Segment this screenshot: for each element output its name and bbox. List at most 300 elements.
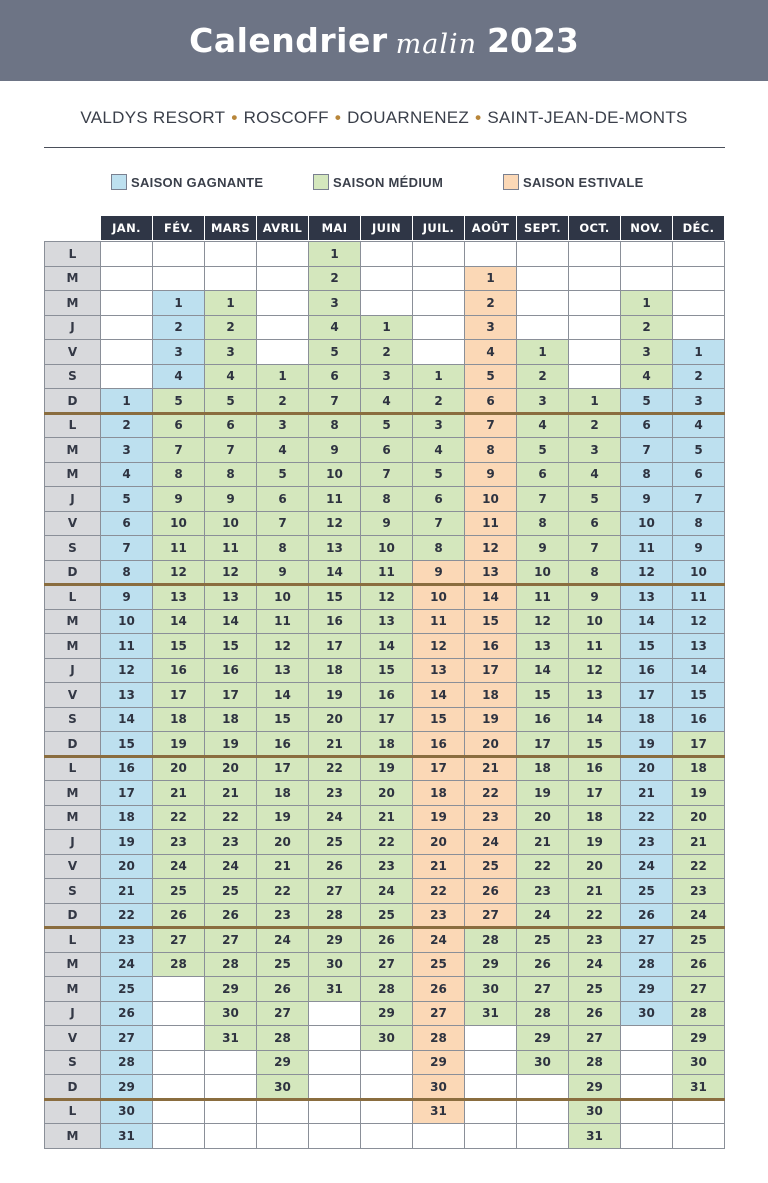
day-cell: 1	[672, 339, 725, 365]
day-cell: 2	[620, 315, 673, 341]
weekday-label: M	[44, 290, 101, 316]
day-cell	[412, 315, 465, 341]
day-cell: 10	[100, 609, 153, 635]
day-cell: 29	[100, 1074, 153, 1100]
day-cell: 30	[672, 1050, 725, 1076]
day-cell: 29	[204, 976, 257, 1002]
day-cell: 15	[360, 658, 413, 684]
day-cell: 13	[100, 682, 153, 708]
day-cell: 19	[204, 731, 257, 757]
day-cell: 14	[152, 609, 205, 635]
day-cell: 7	[204, 437, 257, 463]
weekday-label: L	[44, 756, 101, 782]
day-cell: 26	[412, 976, 465, 1002]
day-cell: 28	[204, 952, 257, 978]
day-cell: 13	[256, 658, 309, 684]
day-cell: 14	[464, 584, 517, 610]
day-cell: 15	[204, 633, 257, 659]
weekday-label: J	[44, 829, 101, 855]
weekday-label: L	[44, 927, 101, 953]
title-left: Calendrier	[189, 21, 388, 60]
day-cell: 8	[516, 511, 569, 537]
day-cell: 13	[152, 584, 205, 610]
day-cell: 19	[100, 829, 153, 855]
day-cell	[308, 1123, 361, 1149]
day-cell: 22	[672, 854, 725, 880]
day-cell: 23	[568, 927, 621, 953]
day-cell: 14	[672, 658, 725, 684]
day-cell: 18	[672, 756, 725, 782]
day-cell: 29	[360, 1001, 413, 1027]
weekday-label: D	[44, 1074, 101, 1100]
day-cell	[464, 1050, 517, 1076]
day-cell: 24	[308, 805, 361, 831]
day-cell: 11	[620, 535, 673, 561]
day-cell	[256, 290, 309, 316]
day-cell: 15	[516, 682, 569, 708]
resort-separator: •	[231, 108, 238, 127]
day-cell: 12	[152, 560, 205, 586]
day-cell: 16	[204, 658, 257, 684]
week-separator	[44, 1098, 725, 1101]
day-cell	[620, 1025, 673, 1051]
weekday-label: S	[44, 878, 101, 904]
month-header: JAN.	[101, 216, 152, 240]
month-header: NOV.	[621, 216, 672, 240]
day-cell	[568, 266, 621, 292]
day-cell: 4	[100, 462, 153, 488]
day-cell: 31	[412, 1099, 465, 1125]
day-cell	[308, 1025, 361, 1051]
weekday-label: V	[44, 854, 101, 880]
weekday-label: V	[44, 511, 101, 537]
day-cell: 13	[412, 658, 465, 684]
day-cell	[204, 1099, 257, 1125]
day-cell: 5	[620, 388, 673, 414]
day-cell: 25	[204, 878, 257, 904]
weekday-label: M	[44, 633, 101, 659]
day-cell: 6	[256, 486, 309, 512]
day-cell: 5	[464, 364, 517, 390]
day-cell: 20	[412, 829, 465, 855]
day-cell: 6	[412, 486, 465, 512]
title-year: 2023	[487, 21, 579, 60]
weekday-label: M	[44, 266, 101, 292]
day-cell: 19	[360, 756, 413, 782]
day-cell: 12	[100, 658, 153, 684]
day-cell: 20	[360, 780, 413, 806]
day-cell	[360, 241, 413, 267]
day-cell: 6	[100, 511, 153, 537]
day-cell: 9	[516, 535, 569, 561]
day-cell	[360, 290, 413, 316]
day-cell: 2	[672, 364, 725, 390]
day-cell: 11	[464, 511, 517, 537]
day-cell: 20	[620, 756, 673, 782]
day-cell: 11	[516, 584, 569, 610]
day-cell: 1	[256, 364, 309, 390]
day-cell: 11	[256, 609, 309, 635]
day-cell	[516, 241, 569, 267]
day-cell: 26	[516, 952, 569, 978]
weekday-label: L	[44, 584, 101, 610]
day-cell: 29	[620, 976, 673, 1002]
day-cell: 17	[100, 780, 153, 806]
day-cell: 11	[152, 535, 205, 561]
day-cell	[256, 315, 309, 341]
day-cell: 24	[568, 952, 621, 978]
day-cell: 4	[464, 339, 517, 365]
day-cell: 14	[308, 560, 361, 586]
day-cell	[152, 1074, 205, 1100]
month-header: AOÛT	[465, 216, 516, 240]
day-cell: 1	[412, 364, 465, 390]
day-cell: 24	[516, 903, 569, 929]
day-cell: 4	[308, 315, 361, 341]
day-cell: 16	[620, 658, 673, 684]
day-cell: 1	[204, 290, 257, 316]
day-cell: 27	[308, 878, 361, 904]
day-cell: 25	[620, 878, 673, 904]
day-cell	[256, 339, 309, 365]
day-cell: 14	[516, 658, 569, 684]
day-cell: 12	[360, 584, 413, 610]
day-cell: 28	[152, 952, 205, 978]
day-cell: 27	[204, 927, 257, 953]
day-cell	[568, 339, 621, 365]
day-cell: 1	[516, 339, 569, 365]
day-cell: 27	[360, 952, 413, 978]
day-cell: 19	[256, 805, 309, 831]
day-cell: 24	[100, 952, 153, 978]
day-cell	[672, 315, 725, 341]
day-cell: 23	[152, 829, 205, 855]
weekday-label: M	[44, 437, 101, 463]
day-cell: 18	[360, 731, 413, 757]
day-cell: 31	[464, 1001, 517, 1027]
day-cell	[256, 241, 309, 267]
day-cell: 19	[308, 682, 361, 708]
month-header: AVRIL	[257, 216, 308, 240]
day-cell: 8	[620, 462, 673, 488]
weekday-label: M	[44, 780, 101, 806]
day-cell: 11	[672, 584, 725, 610]
day-cell	[152, 1025, 205, 1051]
legend-label: SAISON GAGNANTE	[131, 174, 264, 190]
day-cell: 5	[516, 437, 569, 463]
day-cell: 10	[360, 535, 413, 561]
weekday-label: M	[44, 462, 101, 488]
day-cell: 5	[568, 486, 621, 512]
day-cell: 23	[256, 903, 309, 929]
day-cell: 18	[620, 707, 673, 733]
day-cell: 20	[464, 731, 517, 757]
day-cell: 28	[568, 1050, 621, 1076]
day-cell: 5	[308, 339, 361, 365]
day-cell: 6	[308, 364, 361, 390]
day-cell: 6	[464, 388, 517, 414]
day-cell: 16	[568, 756, 621, 782]
day-cell: 16	[360, 682, 413, 708]
day-cell: 26	[308, 854, 361, 880]
day-cell: 28	[464, 927, 517, 953]
day-cell: 26	[152, 903, 205, 929]
day-cell: 15	[152, 633, 205, 659]
day-cell: 16	[464, 633, 517, 659]
day-cell: 7	[256, 511, 309, 537]
weekday-label: M	[44, 976, 101, 1002]
title-script: malin	[395, 29, 478, 60]
day-cell	[360, 1099, 413, 1125]
day-cell	[152, 241, 205, 267]
day-cell: 3	[256, 413, 309, 439]
month-header: DÉC.	[673, 216, 724, 240]
day-cell: 21	[256, 854, 309, 880]
day-cell: 21	[360, 805, 413, 831]
day-cell: 17	[672, 731, 725, 757]
day-cell: 14	[568, 707, 621, 733]
day-cell: 2	[100, 413, 153, 439]
day-cell	[464, 1025, 517, 1051]
day-cell: 12	[620, 560, 673, 586]
day-cell: 26	[204, 903, 257, 929]
day-cell	[152, 1123, 205, 1149]
month-header: FÉV.	[153, 216, 204, 240]
day-cell: 27	[256, 1001, 309, 1027]
day-cell: 22	[516, 854, 569, 880]
day-cell: 29	[568, 1074, 621, 1100]
day-cell: 6	[620, 413, 673, 439]
day-cell	[308, 1001, 361, 1027]
day-cell: 22	[568, 903, 621, 929]
day-cell: 19	[620, 731, 673, 757]
day-cell: 17	[464, 658, 517, 684]
day-cell: 17	[204, 682, 257, 708]
day-cell: 13	[464, 560, 517, 586]
day-cell	[568, 364, 621, 390]
day-cell: 18	[308, 658, 361, 684]
day-cell	[100, 364, 153, 390]
day-cell: 4	[516, 413, 569, 439]
day-cell: 27	[100, 1025, 153, 1051]
day-cell: 7	[152, 437, 205, 463]
day-cell: 2	[204, 315, 257, 341]
day-cell: 30	[308, 952, 361, 978]
day-cell: 22	[464, 780, 517, 806]
day-cell	[620, 1074, 673, 1100]
resort-separator: •	[334, 108, 342, 127]
weekday-label: L	[44, 241, 101, 267]
weekday-label: V	[44, 339, 101, 365]
day-cell: 21	[464, 756, 517, 782]
day-cell: 26	[568, 1001, 621, 1027]
day-cell: 24	[152, 854, 205, 880]
day-cell: 9	[568, 584, 621, 610]
day-cell: 18	[464, 682, 517, 708]
day-cell: 30	[516, 1050, 569, 1076]
day-cell	[412, 1123, 465, 1149]
day-cell: 6	[516, 462, 569, 488]
day-cell: 28	[256, 1025, 309, 1051]
day-cell: 29	[412, 1050, 465, 1076]
day-cell: 26	[100, 1001, 153, 1027]
day-cell: 5	[204, 388, 257, 414]
day-cell	[516, 1099, 569, 1125]
day-cell: 8	[412, 535, 465, 561]
day-cell: 9	[204, 486, 257, 512]
day-cell: 12	[516, 609, 569, 635]
day-cell: 22	[620, 805, 673, 831]
day-cell	[412, 339, 465, 365]
day-cell: 18	[152, 707, 205, 733]
day-cell: 30	[204, 1001, 257, 1027]
day-cell: 22	[100, 903, 153, 929]
day-cell	[256, 1123, 309, 1149]
day-cell: 21	[100, 878, 153, 904]
day-cell: 25	[360, 903, 413, 929]
day-cell: 2	[412, 388, 465, 414]
day-cell: 4	[412, 437, 465, 463]
day-cell: 25	[152, 878, 205, 904]
day-cell: 2	[464, 290, 517, 316]
day-cell: 27	[464, 903, 517, 929]
day-cell: 18	[256, 780, 309, 806]
day-cell: 24	[412, 927, 465, 953]
day-cell: 12	[412, 633, 465, 659]
day-cell: 5	[412, 462, 465, 488]
day-cell: 11	[360, 560, 413, 586]
day-cell: 5	[672, 437, 725, 463]
day-cell: 1	[360, 315, 413, 341]
weekday-label: M	[44, 805, 101, 831]
day-cell: 6	[672, 462, 725, 488]
day-cell: 17	[568, 780, 621, 806]
day-cell: 31	[308, 976, 361, 1002]
weekday-label: D	[44, 560, 101, 586]
day-cell: 20	[308, 707, 361, 733]
day-cell: 2	[152, 315, 205, 341]
day-cell: 2	[516, 364, 569, 390]
day-cell: 30	[360, 1025, 413, 1051]
day-cell: 15	[568, 731, 621, 757]
weekday-label: M	[44, 1123, 101, 1149]
day-cell: 22	[412, 878, 465, 904]
day-cell: 24	[464, 829, 517, 855]
day-cell: 24	[360, 878, 413, 904]
day-cell	[308, 1050, 361, 1076]
day-cell: 25	[256, 952, 309, 978]
day-cell	[152, 976, 205, 1002]
day-cell	[100, 339, 153, 365]
day-cell	[516, 266, 569, 292]
day-cell	[152, 266, 205, 292]
day-cell: 28	[672, 1001, 725, 1027]
day-cell	[464, 1074, 517, 1100]
day-cell	[204, 1050, 257, 1076]
legend-label: SAISON ESTIVALE	[523, 174, 644, 190]
day-cell: 21	[672, 829, 725, 855]
day-cell	[152, 1050, 205, 1076]
day-cell	[620, 1123, 673, 1149]
weekday-label: L	[44, 1099, 101, 1125]
weekday-label: J	[44, 658, 101, 684]
day-cell	[620, 266, 673, 292]
day-cell: 25	[672, 927, 725, 953]
day-cell	[152, 1099, 205, 1125]
day-cell: 7	[516, 486, 569, 512]
day-cell: 25	[100, 976, 153, 1002]
day-cell: 3	[360, 364, 413, 390]
day-cell: 14	[204, 609, 257, 635]
day-cell: 21	[412, 854, 465, 880]
day-cell: 17	[256, 756, 309, 782]
day-cell: 1	[464, 266, 517, 292]
day-cell: 14	[412, 682, 465, 708]
day-cell: 29	[464, 952, 517, 978]
day-cell: 18	[516, 756, 569, 782]
day-cell	[620, 241, 673, 267]
day-cell: 17	[308, 633, 361, 659]
day-cell	[256, 266, 309, 292]
day-cell: 29	[672, 1025, 725, 1051]
day-cell: 8	[100, 560, 153, 586]
day-cell	[412, 290, 465, 316]
day-cell: 9	[620, 486, 673, 512]
day-cell: 4	[620, 364, 673, 390]
day-cell: 25	[516, 927, 569, 953]
day-cell: 20	[256, 829, 309, 855]
day-cell	[672, 290, 725, 316]
day-cell: 21	[620, 780, 673, 806]
day-cell: 24	[256, 927, 309, 953]
day-cell: 9	[672, 535, 725, 561]
day-cell: 22	[308, 756, 361, 782]
day-cell: 26	[360, 927, 413, 953]
weekday-label: S	[44, 364, 101, 390]
day-cell: 30	[256, 1074, 309, 1100]
day-cell: 30	[464, 976, 517, 1002]
weekday-label: D	[44, 388, 101, 414]
weekday-label: J	[44, 1001, 101, 1027]
day-cell: 12	[256, 633, 309, 659]
day-cell	[360, 1050, 413, 1076]
weekday-label: J	[44, 315, 101, 341]
day-cell: 24	[620, 854, 673, 880]
weekday-label: D	[44, 731, 101, 757]
day-cell: 18	[412, 780, 465, 806]
day-cell: 20	[672, 805, 725, 831]
day-cell: 31	[100, 1123, 153, 1149]
day-cell: 15	[464, 609, 517, 635]
day-cell: 20	[516, 805, 569, 831]
day-cell	[256, 1099, 309, 1125]
week-separator	[44, 583, 725, 586]
day-cell: 1	[620, 290, 673, 316]
day-cell: 21	[152, 780, 205, 806]
month-header: MARS	[205, 216, 256, 240]
resort-name: ROSCOFF	[243, 108, 329, 127]
day-cell: 15	[672, 682, 725, 708]
day-cell	[412, 266, 465, 292]
day-cell: 7	[568, 535, 621, 561]
day-cell: 9	[412, 560, 465, 586]
day-cell: 15	[308, 584, 361, 610]
day-cell: 16	[516, 707, 569, 733]
day-cell: 13	[516, 633, 569, 659]
day-cell	[620, 1050, 673, 1076]
day-cell: 31	[204, 1025, 257, 1051]
day-cell: 19	[516, 780, 569, 806]
